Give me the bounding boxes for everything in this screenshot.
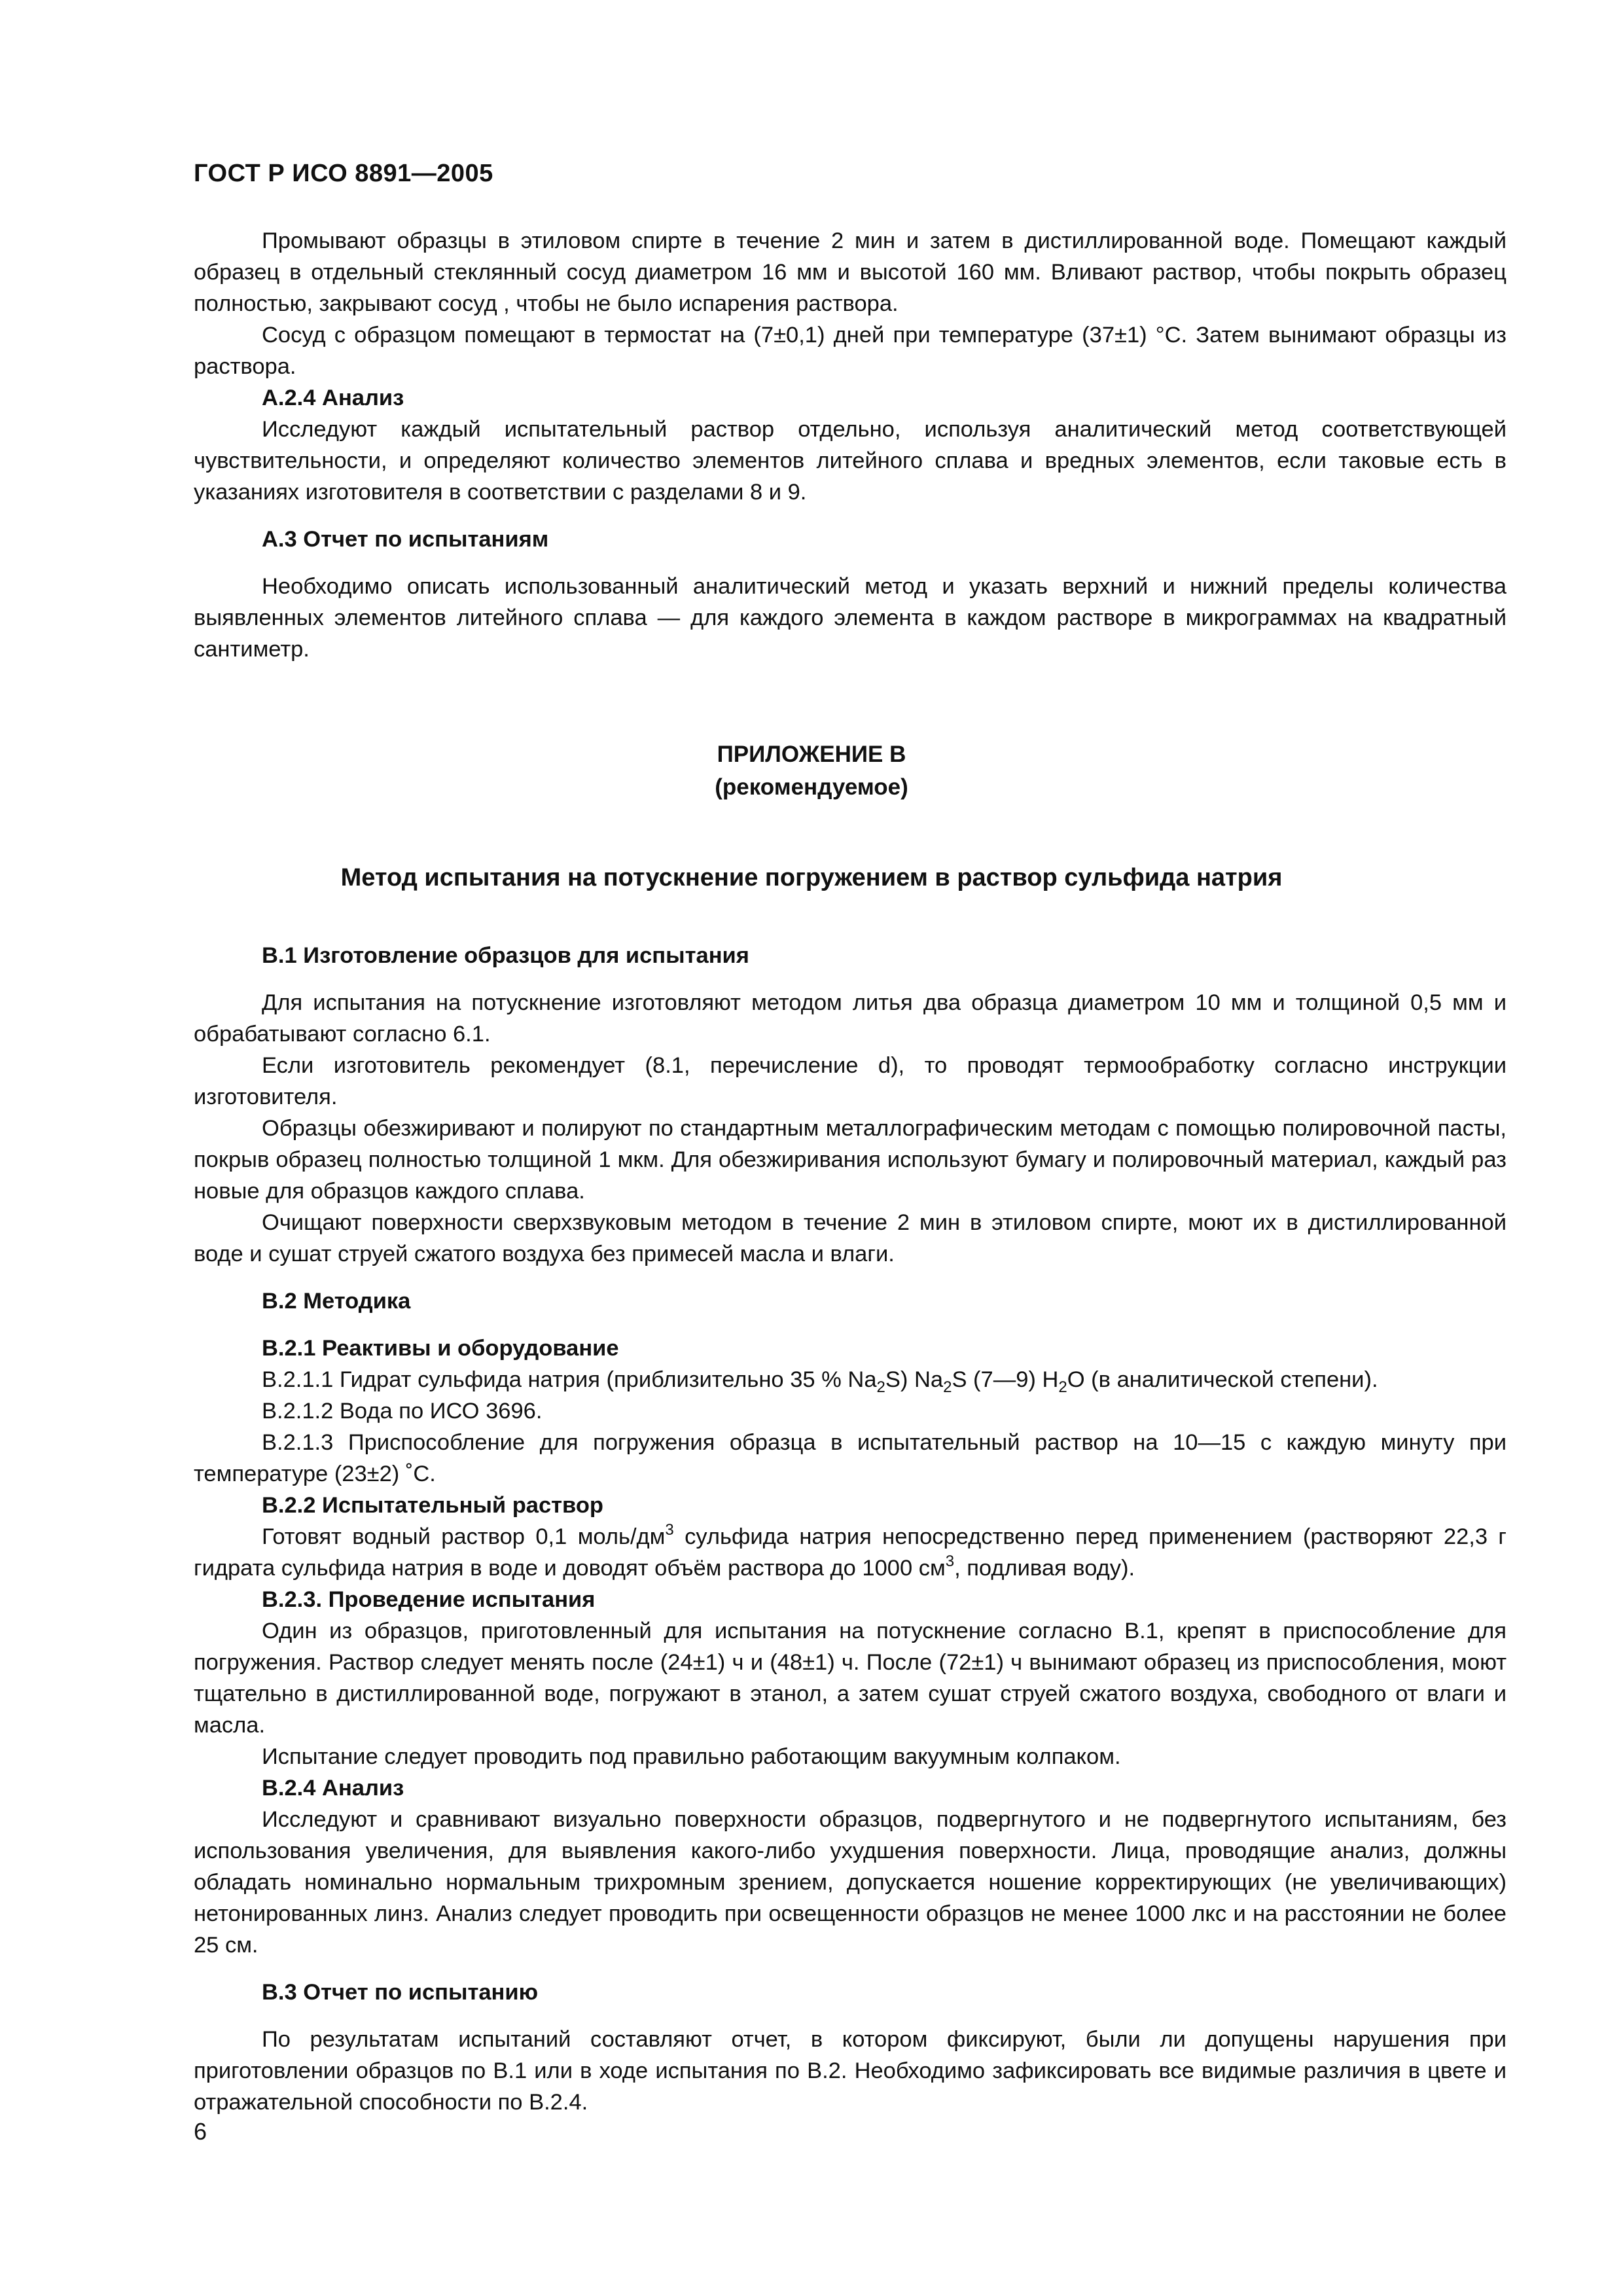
section-a-block	[194, 225, 1507, 665]
paragraph: В.2.1.3 Приспособление для погружения образца в испытательный раствор на 10—15 с каждую минуту при температуре (23±2) ˚С.	[194, 1430, 1507, 1486]
appendix-subtitle: (рекомендуемое)	[715, 774, 908, 800]
paragraph: Для испытания на потускнение изготовляют методом литья два образца диаметром 10 мм и толщиной 0,5 мм и обрабатывают согласно 6.1.	[194, 990, 1507, 1047]
heading-a-3: А.3 Отчет по испытаниям	[262, 527, 549, 552]
paragraph: В.2.1.2 Вода по ИСО 3696.	[262, 1399, 543, 1424]
paragraph: Необходимо описать использованный аналитический метод и указать верхний и нижний пределы количества выявленных элементов литейного сплава — для каждого элемента в каждом растворе в микрограммах на квадратный сантиметр.	[194, 574, 1507, 662]
paragraph: Сосуд с образцом помещают в термостат на (7±0,1) дней при температуре (37±1) °С. Затем вынимают образцы из раствора.	[194, 323, 1507, 379]
heading-b-3: В.3 Отчет по испытанию	[262, 1980, 539, 2005]
heading-b-2-2: В.2.2 Испытательный раствор	[262, 1493, 603, 1518]
paragraph: По результатам испытаний составляют отчет, в котором фиксируют, были ли допущены нарушения при приготовлении образцов по В.1 или в ходе испытания по В.2. Необходимо зафиксировать все видимые различия в цвете и отражательной способности по В.2.4.	[194, 2027, 1507, 2115]
document-header: ГОСТ Р ИСО 8891—2005	[194, 160, 493, 187]
paragraph: Образцы обезжиривают и полируют по стандартным металлографическим методам с помощью полировочной пасты, покрыв образец полностью толщиной 1 мкм. Для обезжиривания используют бумагу и полировочный материал, каждый раз новые для образцов каждого сплава.	[194, 1116, 1507, 1204]
paragraph: Исследуют и сравнивают визуально поверхности образцов, подвергнутого и не подвергнутого испытаниям, без использования увеличения, для выявления какого-либо ухудшения поверхности. Лица, проводящие анализ, должны обладать номинально нормальным трихромным зрением, допускается ношение корректирующих (не увеличивающих) нетонированных линз. Анализ следует проводить при освещенности образцов не менее 1000 лкс и на расстоянии не более 25 см.	[194, 1807, 1507, 1958]
method-title: Метод испытания на потускнение погружением в раствор сульфида натрия	[340, 864, 1283, 891]
heading-b-2-1: В.2.1 Реактивы и оборудование	[262, 1336, 619, 1361]
appendix-title: ПРИЛОЖЕНИЕ В	[717, 742, 906, 767]
paragraph-b-2-2: Готовят водный раствор 0,1 моль/$дм^3$ сульфида натрия непосредственно перед применением (растворяют 22,3 г гидрата сульфида натрия в воде и доводят объём раствора до 1000 $см^3$, подливая воду).	[194, 1521, 1507, 1581]
paragraph: Исследуют каждый испытательный раствор отдельно, используя аналитический метод соответствующей чувствительности, и определяют количество элементов литейного сплава и вредных элементов, если таковые есть в указаниях изготовителя в соответствии с разделами 8 и 9.	[194, 417, 1507, 505]
section-b-block	[194, 940, 1507, 2118]
paragraph: Если изготовитель рекомендует (8.1, перечисление d), то проводят термообработку согласно инструкции изготовителя.	[194, 1053, 1507, 1109]
heading-b-2: В.2 Методика	[262, 1289, 411, 1314]
paragraph-b-2-1-1: В.2.1.1 Гидрат сульфида натрия (приблизительно 35 % $Na_2S$) $Na_2S$ (7—9) $H_2O$ (в аналитической степени).	[262, 1367, 1378, 1396]
heading-a-2-4: А.2.4 Анализ	[262, 386, 404, 410]
heading-b-1: В.1 Изготовление образцов для испытания	[262, 943, 749, 968]
paragraph: Очищают поверхности сверхзвуковым методом в течение 2 мин в этиловом спирте, моют их в дистиллированной воде и сушат струей сжатого воздуха без примесей масла и влаги.	[194, 1210, 1507, 1266]
paragraph: Испытание следует проводить под правильно работающим вакуумным колпаком.	[262, 1744, 1121, 1769]
paragraph: Промывают образцы в этиловом спирте в течение 2 мин и затем в дистиллированной воде. Помещают каждый образец в отдельный стеклянный сосуд диаметром 16 мм и высотой 160 мм. Вливают раствор, чтобы покрыть образец полностью, закрывают сосуд , чтобы не было испарения раствора.	[194, 228, 1507, 316]
paragraph: Один из образцов, приготовленный для испытания на потускнение согласно В.1, крепят в приспособление для погружения. Раствор следует менять после (24±1) ч и (48±1) ч. После (72±1) ч вынимают образец из приспособления, моют тщательно в дистиллированной воде, погружают в этанол, а затем сушат струей сжатого воздуха, свободного от влаги и масла.	[194, 1619, 1507, 1738]
heading-b-2-3: В.2.3. Проведение испытания	[262, 1587, 596, 1612]
heading-b-2-4: В.2.4 Анализ	[262, 1776, 404, 1801]
page-number: 6	[194, 2118, 207, 2145]
